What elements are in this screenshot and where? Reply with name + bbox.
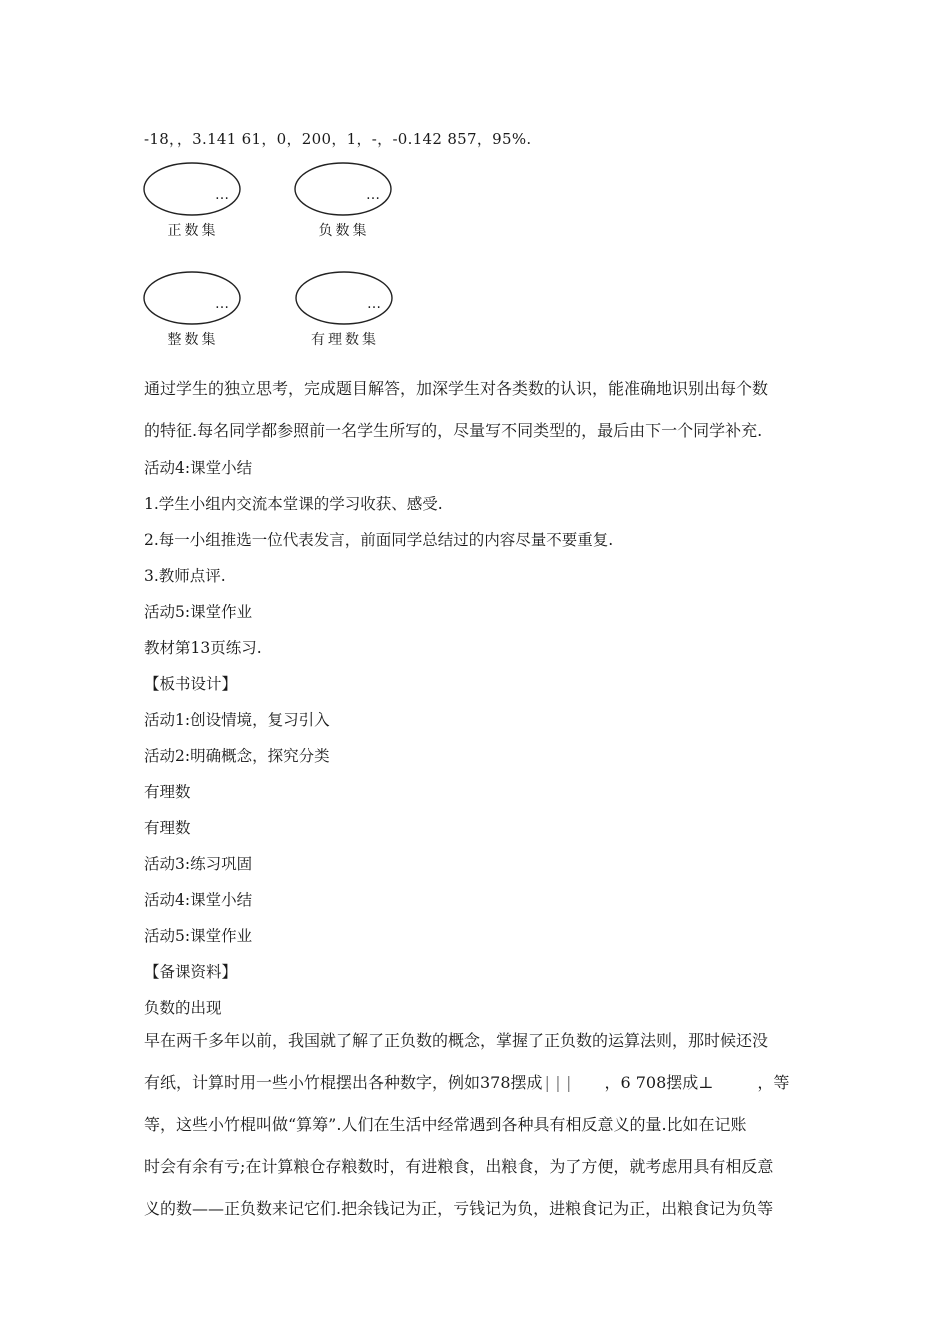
intro-line-2: 的特征.每名同学都参照前一名学生所写的，尽量写不同类型的，最后由下一个同学补充. (144, 421, 763, 440)
resources-line-2-a: 有纸，计算时用一些小竹棍摆出各种数字，例如378摆成 (144, 1073, 543, 1092)
positive-set-ellipsis: … (215, 187, 229, 203)
resources-title: 负数的出现 (144, 999, 222, 1017)
activity4-item-3: 3.教师点评. (144, 567, 226, 585)
negative-set-ellipsis: … (366, 187, 380, 203)
resources-line-1: 早在两千多年以前，我国就了解了正负数的概念，掌握了正负数的运算法则，那时候还没 (144, 1031, 769, 1050)
counting-rods-378: ||| (542, 1073, 575, 1092)
integer-set-ellipsis: … (215, 296, 229, 312)
positive-set-label: 正数集 (167, 223, 219, 239)
resources-line-4: 时会有余有亏;在计算粮仓存粮数时，有进粮食，出粮食，为了方便，就考虑用具有相反意 (144, 1157, 774, 1176)
resources-heading: 【备课资料】 (144, 963, 238, 981)
activity5-title: 活动5:课堂作业 (144, 603, 253, 621)
resources-line-2-b: ，6 708摆成⊥ (604, 1073, 714, 1092)
resources-line-2-c: ，等 (757, 1073, 790, 1092)
activity5-body: 教材第13页练习. (144, 639, 262, 657)
board-line-2: 活动2:明确概念，探究分类 (144, 747, 330, 765)
board-line-1: 活动1:创设情境，复习引入 (144, 711, 330, 729)
resources-line-3: 等，这些小竹棍叫做“算筹”.人们在生活中经常遇到各种具有相反意义的量.比如在记账 (144, 1115, 747, 1134)
integer-set-oval (143, 271, 243, 327)
board-line-5: 活动3:练习巩固 (144, 855, 253, 873)
board-line-4: 有理数 (144, 819, 191, 837)
resources-line-5: 义的数——正负数来记它们.把余钱记为正，亏钱记为负，进粮食记为正，出粮食记为负等 (144, 1199, 774, 1218)
positive-set-oval (143, 162, 243, 218)
negative-set-oval (294, 162, 394, 218)
activity4-item-1: 1.学生小组内交流本堂课的学习收获、感受. (144, 495, 443, 513)
activity4-title: 活动4:课堂小结 (144, 459, 253, 477)
rational-set-label: 有理数集 (311, 332, 379, 348)
rational-set-oval (295, 271, 395, 327)
numbers-line: -18，，3.141 61，0，200，1，-，-0.142 857，95%. (144, 130, 532, 148)
activity4-item-2: 2.每一小组推选一位代表发言，前面同学总结过的内容尽量不要重复. (144, 531, 614, 549)
rational-set-ellipsis: … (367, 296, 381, 312)
board-line-7: 活动5:课堂作业 (144, 927, 253, 945)
negative-set-label: 负数集 (318, 223, 370, 239)
resources-line-2 (144, 1073, 814, 1093)
board-line-3: 有理数 (144, 783, 191, 801)
integer-set-label: 整数集 (167, 332, 219, 348)
intro-line-1: 通过学生的独立思考，完成题目解答，加深学生对各类数的认识，能准确地识别出每个数 (144, 379, 769, 398)
board-line-6: 活动4:课堂小结 (144, 891, 253, 909)
board-design-heading: 【板书设计】 (144, 675, 238, 693)
